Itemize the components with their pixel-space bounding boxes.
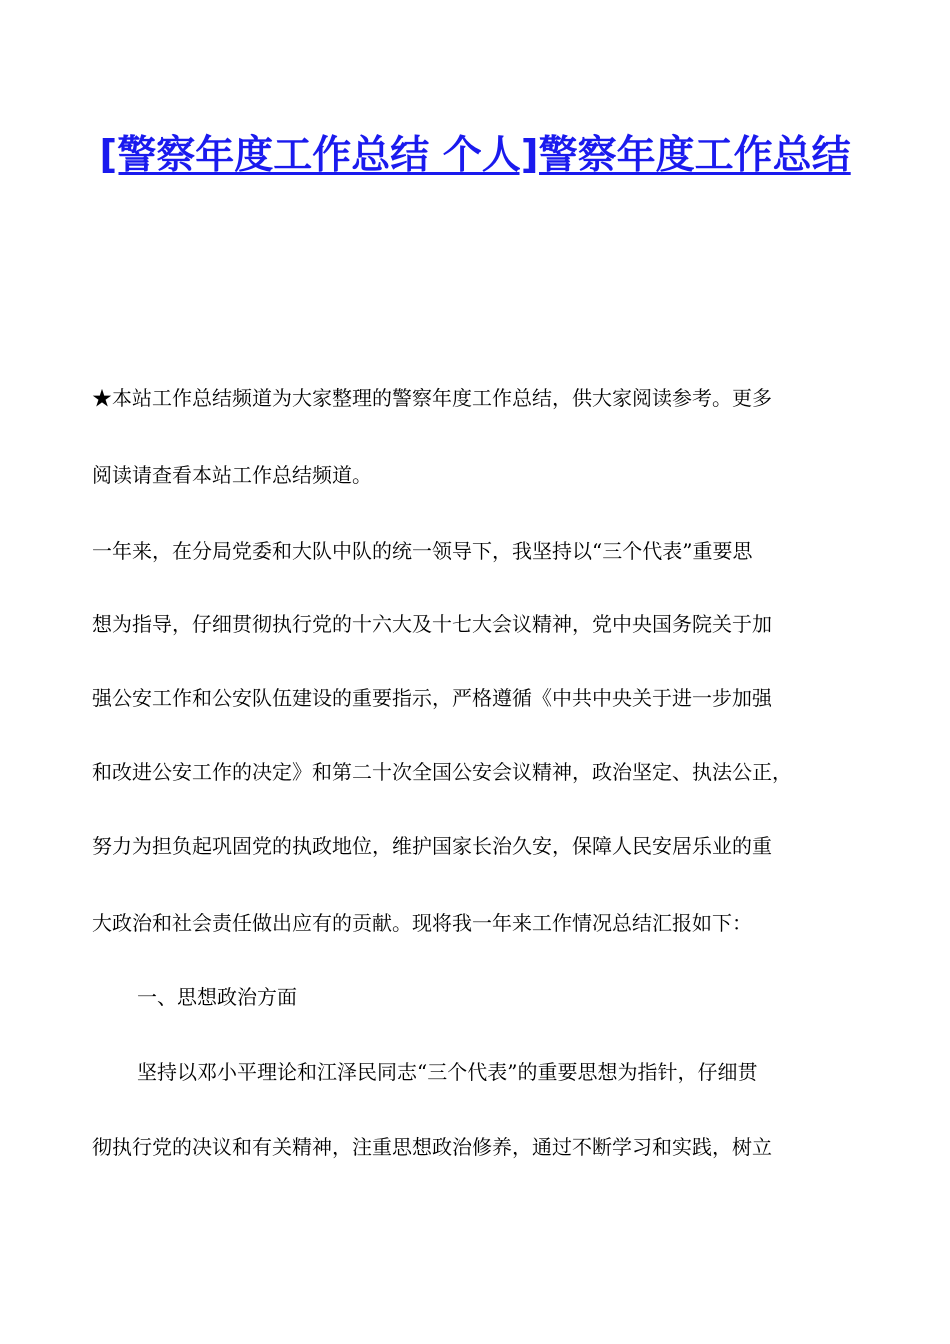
paragraph-line-1: 一年来，在分局党委和大队中队的统一领导下，我坚持以“三个代表”重要思	[92, 539, 753, 563]
paragraph-line-4: 和改进公安工作的决定》和第二十次全国公安会议精神，政治坚定、执法公正，	[92, 760, 792, 784]
title-link[interactable]: [警察年度工作总结 个人]警察年度工作总结	[99, 133, 851, 178]
paragraph-line-3: 强公安工作和公安队伍建设的重要指示，严格遵循《中共中央关于进一步加强	[92, 686, 772, 710]
section-line-1: 坚持以邓小平理论和江泽民同志“三个代表”的重要思想为指针，仔细贯	[137, 1060, 758, 1084]
document-title	[60, 128, 890, 184]
section-heading: 一、思想政治方面	[137, 985, 297, 1009]
paragraph-line-2: 想为指导，仔细贯彻执行党的十六大及十七大会议精神，党中央国务院关于加	[92, 612, 772, 636]
section-line-2: 彻执行党的决议和有关精神，注重思想政治修养，通过不断学习和实践，树立	[92, 1135, 772, 1159]
intro-line-1: ★本站工作总结频道为大家整理的警察年度工作总结，供大家阅读参考。更多	[92, 386, 772, 410]
intro-line-2: 阅读请查看本站工作总结频道。	[92, 463, 372, 487]
paragraph-line-6: 大政治和社会责任做出应有的贡献。现将我一年来工作情况总结汇报如下：	[92, 911, 752, 935]
paragraph-line-5: 努力为担负起巩固党的执政地位，维护国家长治久安，保障人民安居乐业的重	[92, 834, 772, 858]
